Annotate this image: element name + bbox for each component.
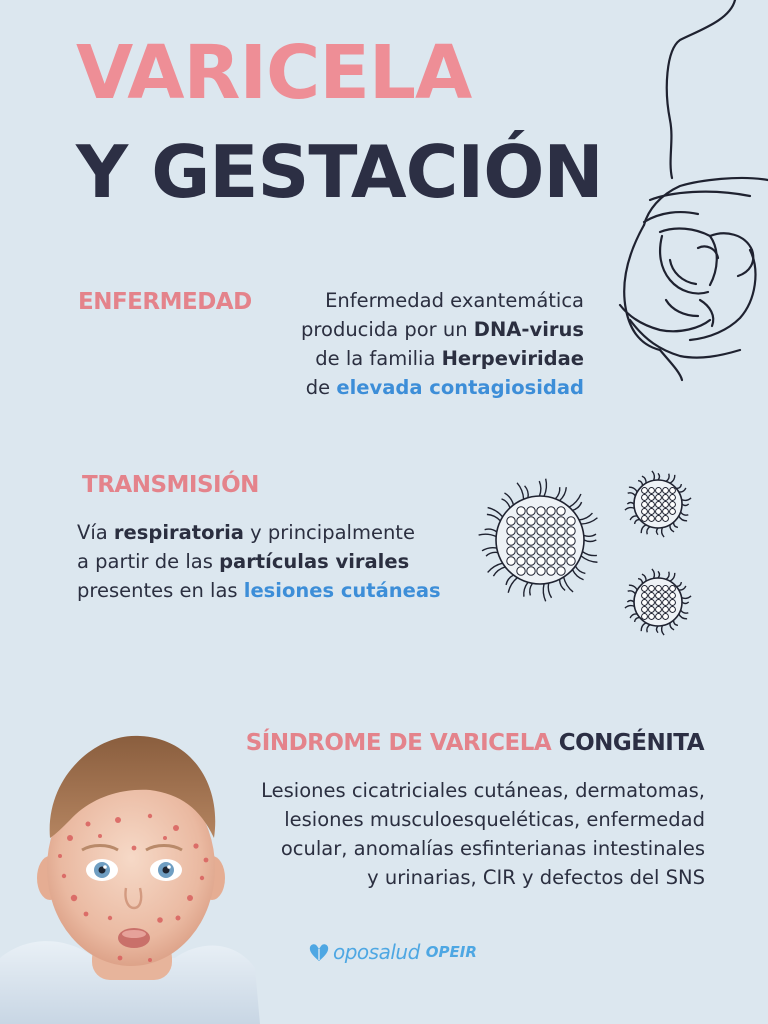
logo-brand: oposalud (333, 940, 420, 964)
virus-large-icon (479, 479, 598, 602)
transmision-description (77, 518, 477, 605)
enfermedad-line: Enfermedad exantemática (325, 289, 584, 312)
sindrome-line: ocular, anomalías esfinterianas intestinales (280, 837, 705, 860)
heart-leaf-icon (308, 941, 330, 963)
enfermedad-line: de la familia Herpeviridae (315, 347, 584, 370)
title-varicela: VARICELA (76, 30, 472, 116)
transmision-line: Vía respiratoria y principalmente (77, 521, 415, 544)
virus-illustration (470, 468, 700, 638)
title-gestacion: Y GESTACIÓN (76, 130, 603, 214)
virus-small-icon (625, 569, 691, 635)
sindrome-description (205, 776, 705, 892)
sindrome-line: Lesiones cicatriciales cutáneas, dermatomas, (261, 779, 705, 802)
baby-photo (0, 728, 260, 1024)
sindrome-heading-pink: SÍNDROME DE VARICELA (245, 730, 552, 756)
sindrome-line: y urinarias, CIR y defectos del SNS (367, 866, 705, 889)
enfermedad-line: producida por un DNA-virus (301, 318, 584, 341)
logo-brand-secondary: OPEIR (425, 943, 477, 961)
pregnancy-illustration (600, 0, 768, 385)
enfermedad-heading: ENFERMEDAD (78, 289, 252, 315)
transmision-line: presentes en las lesiones cutáneas (77, 579, 441, 602)
transmision-line: a partir de las partículas virales (77, 550, 410, 573)
transmision-heading: TRANSMISIÓN (82, 472, 259, 498)
sindrome-heading (246, 730, 704, 756)
sindrome-heading-dark: CONGÉNITA (558, 730, 704, 756)
sindrome-line: lesiones musculoesqueléticas, enfermedad (284, 808, 705, 831)
enfermedad-line: de elevada contagiosidad (305, 376, 584, 399)
oposalud-logo (308, 940, 477, 964)
enfermedad-description (244, 286, 584, 402)
virus-small-icon (625, 471, 691, 537)
